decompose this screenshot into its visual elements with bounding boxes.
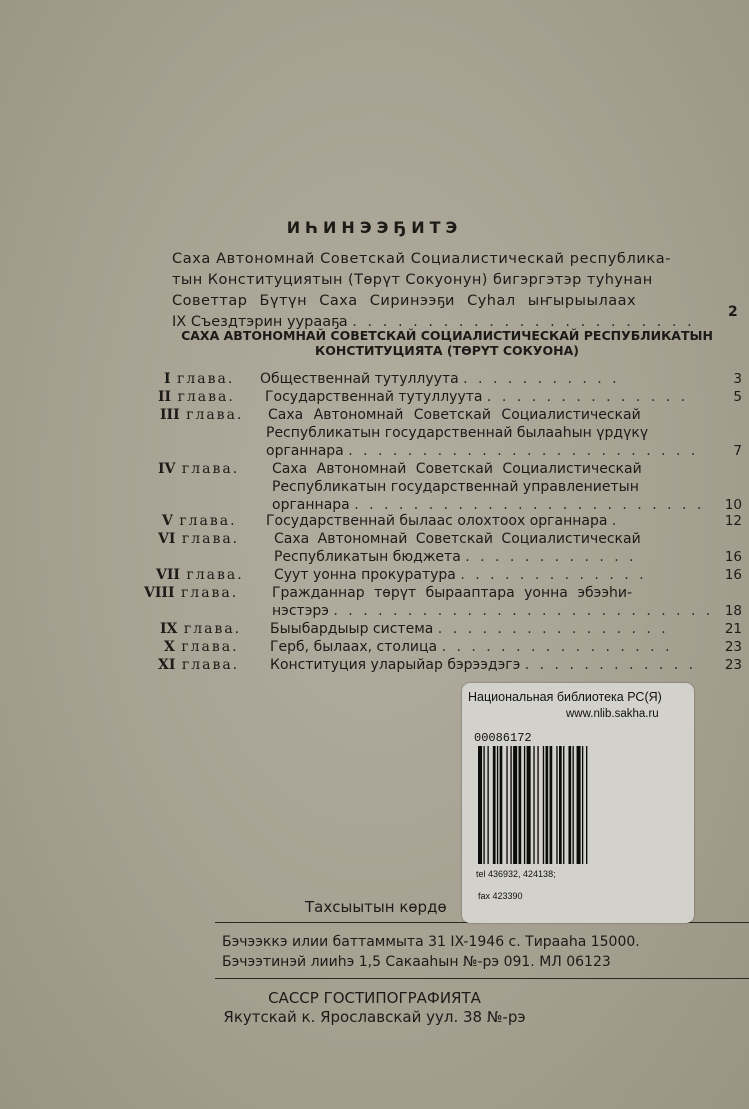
barcode-bar — [550, 746, 553, 864]
toc-title-line: Республикатын государственнай былааһын үрдүкү — [266, 425, 649, 441]
barcode-bar — [513, 746, 517, 864]
toc-title-line: Общественнай тутуллуута . . . . . . . . . . . — [260, 371, 620, 387]
toc-page-number: 23 — [724, 657, 742, 673]
barcode-bar — [483, 746, 484, 864]
barcode-bar — [582, 746, 583, 864]
toc-chapter-label — [164, 370, 234, 388]
toc-title-line: органнара . . . . . . . . . . . . . . . . . . . . . . . . — [272, 497, 705, 513]
toc-title-line: Гражданнар төрүт бырааптара уонна эбээһи- — [272, 585, 633, 601]
barcode-bar — [556, 746, 557, 864]
intro-line: Советтар Бүтүн Саха Сиринээҕи Суһал ыҥырыылаах — [172, 293, 637, 309]
barcode-bar — [586, 746, 587, 864]
barcode-bar — [546, 746, 549, 864]
toc-page-number: 3 — [733, 371, 742, 387]
toc-chapter-word: глава. — [186, 407, 244, 423]
press-name: САССР ГОСТИПОГРАФИЯТА — [268, 989, 481, 1007]
toc-page-number: 16 — [724, 567, 742, 583]
barcode-number: 00086172 — [474, 731, 532, 745]
toc-title-line: Конституция уларыйар бэрээдэгэ . . . . . . . . . . . . — [270, 657, 697, 673]
toc-page-number: 21 — [724, 621, 742, 637]
toc-chapter-label — [144, 584, 238, 602]
toc-chapter-word: глава. — [181, 657, 240, 673]
barcode-bar — [537, 746, 538, 864]
barcode-bar — [524, 746, 525, 864]
barcode-bar — [577, 746, 581, 864]
constitution-title-line1: САХА АВТОНОМНАЙ СОВЕТСКАЙ СОЦИАЛИСТИЧЕСКАЙ РЕСПУБЛИКАТЫН — [181, 328, 713, 343]
toc-chapter-word: глава. — [181, 531, 240, 547]
barcode-bar — [506, 746, 507, 864]
barcode-bar — [497, 746, 498, 864]
toc-chapter-label — [158, 656, 239, 674]
toc-chapter-numeral: V — [162, 513, 173, 529]
toc-chapter-word: глава. — [183, 621, 242, 637]
toc-title-line: Быыбардыыр система . . . . . . . . . . . . . . . . — [270, 621, 669, 637]
toc-chapter-label — [164, 638, 239, 656]
intro-line: Саха Автономнай Советскай Социалистическай республика- — [172, 251, 672, 267]
toc-chapter-word: глава. — [181, 461, 240, 477]
toc-chapter-word: глава. — [186, 567, 244, 583]
library-barcode-sticker — [462, 683, 694, 923]
toc-page-number: 18 — [724, 603, 742, 619]
toc-page-number: 12 — [724, 513, 742, 529]
library-phone: tel 436932, 424138; — [476, 869, 556, 879]
toc-chapter-numeral: IV — [158, 461, 176, 477]
toc-chapter-label — [162, 512, 237, 530]
toc-title-text: Герб, былаах, столица — [270, 639, 438, 655]
press-address: Якутскай к. Ярославскай уул. 38 №-рэ — [223, 1008, 526, 1026]
toc-chapter-numeral: X — [164, 639, 175, 655]
toc-page-number: 10 — [724, 497, 742, 513]
toc-title-text: органнара — [266, 443, 344, 459]
toc-page-number: 23 — [724, 639, 742, 655]
toc-chapter-label — [158, 460, 239, 478]
toc-chapter-numeral: IX — [160, 621, 178, 637]
constitution-title-line2: КОНСТИТУЦИЯТА (ТӨРҮТ СОКУОНА) — [315, 343, 579, 358]
intro-line-text: IX Съездтэрин уураа — [172, 314, 332, 330]
toc-title-line: Саха Автономнай Советскай Социалистическай — [274, 531, 641, 547]
page-title: ИҺИНЭЭҔИТЭ — [286, 218, 463, 237]
intro-line: тын Конституциятын (Төрүт Сокуонун) бигэргэтэр туһунан — [172, 272, 653, 288]
toc-chapter-numeral: I — [164, 371, 171, 387]
toc-title-line: нэстэрэ . . . . . . . . . . . . . . . . . . . . . . . . . . — [272, 603, 714, 619]
divider — [215, 978, 749, 979]
imprint-line1: Бэчээккэ илии баттаммыта 31 IX-1946 с. Тирааһа 15000. — [222, 934, 640, 950]
toc-chapter-label — [158, 530, 239, 548]
barcode-bar — [527, 746, 531, 864]
toc-title-line: Государственнай тутуллуута . . . . . . . . . . . . . . — [265, 389, 689, 405]
barcode-bar — [559, 746, 562, 864]
toc-title-text: органнара — [272, 497, 350, 513]
toc-title-line: Республикатын государственнай управлениетын — [272, 479, 639, 495]
intro-paragraph — [172, 249, 708, 333]
barcode-bar — [573, 746, 574, 864]
toc-title-text: Суут уонна прокуратура — [274, 567, 456, 583]
barcode-bar — [493, 746, 496, 864]
toc-chapter-numeral: III — [160, 407, 180, 423]
toc-chapter-numeral: XI — [158, 657, 176, 673]
intro-line: IX Съездтэрин уурааҕа . . . . . . . . . . . . . . . . . . . . . . . — [172, 314, 695, 330]
barcode-bar — [543, 746, 544, 864]
library-fax: fax 423390 — [478, 891, 523, 901]
barcode-bar — [563, 746, 564, 864]
toc-title-line: Саха Автономнай Советскай Социалистическай — [268, 407, 641, 423]
toc-title-text: Быыбардыыр система — [270, 621, 434, 637]
toc-title-text: Государственнай тутуллуута — [265, 389, 483, 405]
toc-chapter-word: глава. — [180, 585, 239, 601]
toc-chapter-label — [156, 566, 244, 584]
toc-title-line: Республикатын бюджета . . . . . . . . . . . . — [274, 549, 637, 565]
toc-chapter-numeral: VI — [158, 531, 176, 547]
toc-title-line: органнара . . . . . . . . . . . . . . . . . . . . . . . . — [266, 443, 699, 459]
toc-chapter-label — [160, 406, 243, 424]
library-name: Национальная библиотека РС(Я) — [468, 690, 662, 704]
toc-chapter-numeral: VII — [156, 567, 180, 583]
toc-title-line: Суут уонна прокуратура . . . . . . . . . . . . . — [274, 567, 647, 583]
toc-chapter-word: глава. — [177, 371, 235, 387]
toc-title-text: Конституция уларыйар бэрээдэгэ — [270, 657, 521, 673]
imprint-line2: Бэчээтинэй лииһэ 1,5 Сакааһын №-рэ 091. МЛ 06123 — [222, 954, 611, 970]
toc-page-number: 16 — [724, 549, 742, 565]
toc-chapter-label — [158, 388, 235, 406]
barcode-bar — [533, 746, 534, 864]
library-website: www.nlib.sakha.ru — [566, 708, 659, 720]
toc-page-number: 5 — [733, 389, 742, 405]
barcode-bar — [519, 746, 522, 864]
barcode — [478, 746, 678, 864]
barcode-bar — [510, 746, 511, 864]
intro-page-number: 2 — [728, 304, 738, 320]
toc-title-line: Саха Автономнай Советскай Социалистическай — [272, 461, 642, 477]
toc-page-number: 7 — [733, 443, 742, 459]
toc-title-text: Государственнай былаас олохтоох органнара — [266, 513, 608, 529]
toc-title-text: нэстэрэ — [272, 603, 329, 619]
toc-chapter-numeral: II — [158, 389, 172, 405]
barcode-bar — [500, 746, 503, 864]
toc-title-text: Общественнай тутуллуута — [260, 371, 459, 387]
barcode-bar — [568, 746, 571, 864]
imprint-line1-text: Бэчээккэ илии баттаммыта 31 IX-1946 с. Тираа — [222, 934, 569, 950]
barcode-bar — [478, 746, 482, 864]
toc-title-line: Герб, былаах, столица . . . . . . . . . . . . . . . . — [270, 639, 673, 655]
toc-chapter-word: глава. — [181, 639, 239, 655]
toc-chapter-word: глава. — [177, 389, 235, 405]
toc-chapter-numeral: VIII — [144, 585, 175, 601]
toc-title-line: Государственнай былаас олохтоох органнара . — [266, 513, 620, 529]
toc-title-text: Республикатын бюджета — [274, 549, 461, 565]
constitution-title — [162, 328, 732, 358]
barcode-bar — [487, 746, 488, 864]
toc-chapter-word: глава. — [179, 513, 237, 529]
price-line: Тахсыытын көрдө — [305, 898, 447, 916]
toc-chapter-label — [160, 620, 241, 638]
